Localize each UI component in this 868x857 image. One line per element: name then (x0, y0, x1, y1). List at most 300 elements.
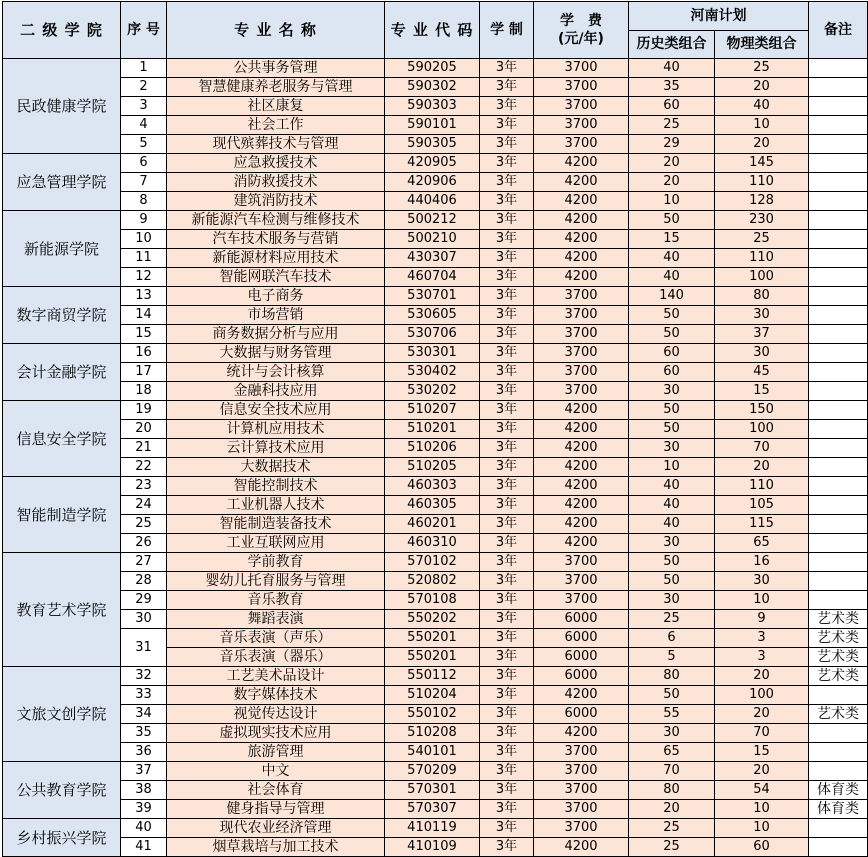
tuition-fee: 4200 (534, 211, 629, 230)
history-quota: 50 (629, 401, 715, 420)
tuition-fee: 3700 (534, 287, 629, 306)
table-row (3, 420, 868, 439)
physics-quota: 105 (715, 496, 809, 515)
tuition-fee: 3700 (534, 762, 629, 781)
row-seq: 27 (121, 553, 167, 572)
tuition-fee: 6000 (534, 629, 629, 648)
history-quota: 50 (629, 420, 715, 439)
row-seq: 17 (121, 363, 167, 382)
major-code: 530701 (385, 287, 480, 306)
tuition-fee: 4200 (534, 534, 629, 553)
major-name: 建筑消防技术 (167, 192, 385, 211)
table-row (3, 363, 868, 382)
tuition-fee: 6000 (534, 610, 629, 629)
note (809, 116, 868, 135)
major-code: 410109 (385, 838, 480, 857)
major-name: 中文 (167, 762, 385, 781)
row-seq: 22 (121, 458, 167, 477)
note (809, 154, 868, 173)
header-note: 备注 (809, 2, 868, 59)
row-seq: 23 (121, 477, 167, 496)
tuition-fee: 3700 (534, 800, 629, 819)
note (809, 211, 868, 230)
physics-quota: 60 (715, 838, 809, 857)
college-name: 会计金融学院 (3, 344, 121, 401)
tuition-fee: 4200 (534, 154, 629, 173)
row-seq: 13 (121, 287, 167, 306)
header-henan-plan: 河南计划 (629, 2, 809, 31)
note (809, 363, 868, 382)
history-quota: 25 (629, 838, 715, 857)
duration: 3年 (480, 363, 534, 382)
history-quota: 6 (629, 629, 715, 648)
table-row (3, 686, 868, 705)
table-row (3, 819, 868, 838)
note (809, 268, 868, 287)
physics-quota: 65 (715, 534, 809, 553)
table-row (3, 591, 868, 610)
tuition-fee: 6000 (534, 667, 629, 686)
physics-quota: 100 (715, 268, 809, 287)
physics-quota: 150 (715, 401, 809, 420)
major-code: 530301 (385, 344, 480, 363)
major-name: 社会工作 (167, 116, 385, 135)
tuition-fee: 3700 (534, 819, 629, 838)
duration: 3年 (480, 382, 534, 401)
tuition-fee: 3700 (534, 306, 629, 325)
table-row (3, 325, 868, 344)
table-row (3, 230, 868, 249)
table-row (3, 97, 868, 116)
duration: 3年 (480, 268, 534, 287)
major-code: 550112 (385, 667, 480, 686)
duration: 3年 (480, 211, 534, 230)
major-name: 市场营销 (167, 306, 385, 325)
row-seq: 12 (121, 268, 167, 287)
header-physics-combo: 物理类组合 (715, 30, 809, 59)
major-name: 应急救援技术 (167, 154, 385, 173)
major-code: 570102 (385, 553, 480, 572)
major-name: 社区康复 (167, 97, 385, 116)
note (809, 192, 868, 211)
row-seq: 21 (121, 439, 167, 458)
history-quota: 30 (629, 591, 715, 610)
table-row (3, 800, 868, 819)
row-seq: 14 (121, 306, 167, 325)
note: 艺术类 (809, 629, 868, 648)
note: 体育类 (809, 800, 868, 819)
major-code: 500210 (385, 230, 480, 249)
physics-quota: 20 (715, 135, 809, 154)
table-row (3, 135, 868, 154)
note (809, 515, 868, 534)
major-code: 510206 (385, 439, 480, 458)
history-quota: 50 (629, 325, 715, 344)
college-name: 乡村振兴学院 (3, 819, 121, 857)
note: 艺术类 (809, 705, 868, 724)
duration: 3年 (480, 401, 534, 420)
history-quota: 10 (629, 458, 715, 477)
duration: 3年 (480, 667, 534, 686)
table-row (3, 496, 868, 515)
duration: 3年 (480, 59, 534, 78)
row-seq: 41 (121, 838, 167, 857)
physics-quota: 110 (715, 173, 809, 192)
major-name: 计算机应用技术 (167, 420, 385, 439)
major-name: 音乐表演（器乐） (167, 648, 385, 667)
history-quota: 65 (629, 743, 715, 762)
note (809, 287, 868, 306)
history-quota: 30 (629, 724, 715, 743)
history-quota: 140 (629, 287, 715, 306)
duration: 3年 (480, 135, 534, 154)
major-code: 460305 (385, 496, 480, 515)
table-row (3, 344, 868, 363)
major-code: 460310 (385, 534, 480, 553)
major-code: 590205 (385, 59, 480, 78)
note (809, 838, 868, 857)
major-code: 590101 (385, 116, 480, 135)
major-code: 420905 (385, 154, 480, 173)
header-major: 专 业 名 称 (167, 2, 385, 59)
duration: 3年 (480, 78, 534, 97)
major-code: 530402 (385, 363, 480, 382)
tuition-fee: 4200 (534, 724, 629, 743)
row-seq: 4 (121, 116, 167, 135)
table-row (3, 743, 868, 762)
college-name: 智能制造学院 (3, 477, 121, 553)
row-seq: 31 (121, 629, 167, 667)
college-name: 民政健康学院 (3, 59, 121, 154)
major-name: 婴幼儿托育服务与管理 (167, 572, 385, 591)
duration: 3年 (480, 116, 534, 135)
major-name: 现代农业经济管理 (167, 819, 385, 838)
note (809, 306, 868, 325)
tuition-fee: 4200 (534, 686, 629, 705)
header-fee-line1: 学 费 (560, 13, 602, 29)
table-row (3, 173, 868, 192)
history-quota: 40 (629, 477, 715, 496)
duration: 3年 (480, 838, 534, 857)
tuition-fee: 3700 (534, 78, 629, 97)
duration: 3年 (480, 610, 534, 629)
major-code: 550201 (385, 629, 480, 648)
table-row (3, 781, 868, 800)
note (809, 59, 868, 78)
major-code: 590305 (385, 135, 480, 154)
table-row (3, 154, 868, 173)
duration: 3年 (480, 173, 534, 192)
row-seq: 2 (121, 78, 167, 97)
history-quota: 40 (629, 249, 715, 268)
row-seq: 30 (121, 610, 167, 629)
tuition-fee: 4200 (534, 249, 629, 268)
table-row (3, 724, 868, 743)
tuition-fee: 6000 (534, 705, 629, 724)
table-row (3, 287, 868, 306)
major-code: 530706 (385, 325, 480, 344)
physics-quota: 128 (715, 192, 809, 211)
note (809, 686, 868, 705)
header-college: 二 级 学 院 (3, 2, 121, 59)
table-row (3, 610, 868, 629)
major-code: 540101 (385, 743, 480, 762)
major-code: 410119 (385, 819, 480, 838)
row-seq: 25 (121, 515, 167, 534)
history-quota: 60 (629, 97, 715, 116)
major-code: 420906 (385, 173, 480, 192)
major-name: 智能制造装备技术 (167, 515, 385, 534)
note (809, 249, 868, 268)
college-name: 教育艺术学院 (3, 553, 121, 667)
major-code: 570209 (385, 762, 480, 781)
history-quota: 50 (629, 211, 715, 230)
duration: 3年 (480, 477, 534, 496)
history-quota: 30 (629, 534, 715, 553)
physics-quota: 20 (715, 762, 809, 781)
table-row (3, 401, 868, 420)
tuition-fee: 4200 (534, 515, 629, 534)
major-code: 570307 (385, 800, 480, 819)
table-row (3, 705, 868, 724)
row-seq: 28 (121, 572, 167, 591)
history-quota: 60 (629, 344, 715, 363)
physics-quota: 10 (715, 116, 809, 135)
row-seq: 6 (121, 154, 167, 173)
physics-quota: 100 (715, 420, 809, 439)
physics-quota: 3 (715, 648, 809, 667)
table-row (3, 59, 868, 78)
duration: 3年 (480, 439, 534, 458)
tuition-fee: 4200 (534, 458, 629, 477)
row-seq: 32 (121, 667, 167, 686)
note (809, 534, 868, 553)
duration: 3年 (480, 762, 534, 781)
row-seq: 20 (121, 420, 167, 439)
note: 艺术类 (809, 667, 868, 686)
table-row (3, 116, 868, 135)
duration: 3年 (480, 800, 534, 819)
physics-quota: 30 (715, 572, 809, 591)
history-quota: 80 (629, 667, 715, 686)
row-seq: 3 (121, 97, 167, 116)
physics-quota: 9 (715, 610, 809, 629)
physics-quota: 40 (715, 97, 809, 116)
table-row (3, 306, 868, 325)
major-name: 智慧健康养老服务与管理 (167, 78, 385, 97)
tuition-fee: 3700 (534, 591, 629, 610)
major-name: 电子商务 (167, 287, 385, 306)
note (809, 439, 868, 458)
major-code: 510204 (385, 686, 480, 705)
tuition-fee: 6000 (534, 648, 629, 667)
history-quota: 40 (629, 59, 715, 78)
tuition-fee: 3700 (534, 344, 629, 363)
tuition-fee: 4200 (534, 420, 629, 439)
history-quota: 20 (629, 800, 715, 819)
row-seq: 16 (121, 344, 167, 363)
history-quota: 50 (629, 553, 715, 572)
major-code: 500212 (385, 211, 480, 230)
major-code: 430307 (385, 249, 480, 268)
major-name: 社会体育 (167, 781, 385, 800)
major-name: 视觉传达设计 (167, 705, 385, 724)
history-quota: 50 (629, 572, 715, 591)
row-seq: 36 (121, 743, 167, 762)
tuition-fee: 3700 (534, 553, 629, 572)
major-code: 460201 (385, 515, 480, 534)
duration: 3年 (480, 249, 534, 268)
history-quota: 25 (629, 116, 715, 135)
major-code: 570108 (385, 591, 480, 610)
note (809, 762, 868, 781)
history-quota: 25 (629, 610, 715, 629)
college-name: 新能源学院 (3, 211, 121, 287)
history-quota: 15 (629, 230, 715, 249)
row-seq: 8 (121, 192, 167, 211)
duration: 3年 (480, 325, 534, 344)
note: 艺术类 (809, 610, 868, 629)
note (809, 78, 868, 97)
table-row (3, 515, 868, 534)
row-seq: 15 (121, 325, 167, 344)
major-name: 金融科技应用 (167, 382, 385, 401)
row-seq: 7 (121, 173, 167, 192)
major-code: 510205 (385, 458, 480, 477)
physics-quota: 25 (715, 59, 809, 78)
physics-quota: 54 (715, 781, 809, 800)
major-name: 健身指导与管理 (167, 800, 385, 819)
major-name: 统计与会计核算 (167, 363, 385, 382)
major-name: 智能网联汽车技术 (167, 268, 385, 287)
duration: 3年 (480, 686, 534, 705)
major-name: 新能源材料应用技术 (167, 249, 385, 268)
row-seq: 40 (121, 819, 167, 838)
tuition-fee: 3700 (534, 135, 629, 154)
note (809, 572, 868, 591)
note (809, 496, 868, 515)
physics-quota: 20 (715, 705, 809, 724)
table-row (3, 762, 868, 781)
history-quota: 55 (629, 705, 715, 724)
row-seq: 18 (121, 382, 167, 401)
physics-quota: 115 (715, 515, 809, 534)
major-name: 信息安全技术应用 (167, 401, 385, 420)
tuition-fee: 3700 (534, 382, 629, 401)
major-name: 虚拟现实技术应用 (167, 724, 385, 743)
note (809, 458, 868, 477)
physics-quota: 37 (715, 325, 809, 344)
physics-quota: 230 (715, 211, 809, 230)
major-name: 音乐表演（声乐） (167, 629, 385, 648)
physics-quota: 10 (715, 800, 809, 819)
tuition-fee: 3700 (534, 572, 629, 591)
major-name: 大数据技术 (167, 458, 385, 477)
major-name: 公共事务管理 (167, 59, 385, 78)
major-code: 460303 (385, 477, 480, 496)
major-code: 590302 (385, 78, 480, 97)
header-fee-line2: (元/年) (558, 31, 604, 47)
duration: 3年 (480, 534, 534, 553)
tuition-fee: 4200 (534, 230, 629, 249)
history-quota: 5 (629, 648, 715, 667)
table-row (3, 249, 868, 268)
major-code: 440406 (385, 192, 480, 211)
note (809, 135, 868, 154)
duration: 3年 (480, 781, 534, 800)
duration: 3年 (480, 420, 534, 439)
header-history-combo: 历史类组合 (629, 30, 715, 59)
tuition-fee: 3700 (534, 363, 629, 382)
history-quota: 70 (629, 762, 715, 781)
physics-quota: 10 (715, 819, 809, 838)
history-quota: 35 (629, 78, 715, 97)
major-name: 学前教育 (167, 553, 385, 572)
enrollment-plan-table (2, 1, 868, 857)
major-code: 550202 (385, 610, 480, 629)
duration: 3年 (480, 705, 534, 724)
duration: 3年 (480, 287, 534, 306)
row-seq: 1 (121, 59, 167, 78)
header-seq: 序 号 (121, 2, 167, 59)
major-code: 460704 (385, 268, 480, 287)
physics-quota: 110 (715, 249, 809, 268)
history-quota: 50 (629, 306, 715, 325)
major-name: 消防救援技术 (167, 173, 385, 192)
header-code: 专 业 代 码 (385, 2, 480, 59)
row-seq: 29 (121, 591, 167, 610)
physics-quota: 25 (715, 230, 809, 249)
tuition-fee: 3700 (534, 59, 629, 78)
major-name: 旅游管理 (167, 743, 385, 762)
major-name: 工业互联网应用 (167, 534, 385, 553)
physics-quota: 16 (715, 553, 809, 572)
table-row (3, 572, 868, 591)
row-seq: 38 (121, 781, 167, 800)
tuition-fee: 3700 (534, 781, 629, 800)
tuition-fee: 4200 (534, 838, 629, 857)
row-seq: 19 (121, 401, 167, 420)
duration: 3年 (480, 515, 534, 534)
duration: 3年 (480, 648, 534, 667)
major-code: 510207 (385, 401, 480, 420)
duration: 3年 (480, 154, 534, 173)
note (809, 477, 868, 496)
table-row (3, 838, 868, 857)
major-name: 工艺美术品设计 (167, 667, 385, 686)
major-code: 510208 (385, 724, 480, 743)
history-quota: 10 (629, 192, 715, 211)
note (809, 97, 868, 116)
tuition-fee: 3700 (534, 97, 629, 116)
duration: 3年 (480, 97, 534, 116)
note (809, 819, 868, 838)
history-quota: 50 (629, 686, 715, 705)
physics-quota: 30 (715, 306, 809, 325)
tuition-fee: 3700 (534, 116, 629, 135)
plan-table-body (3, 59, 868, 857)
major-code: 530202 (385, 382, 480, 401)
duration: 3年 (480, 572, 534, 591)
college-name: 应急管理学院 (3, 154, 121, 211)
physics-quota: 20 (715, 78, 809, 97)
history-quota: 20 (629, 154, 715, 173)
history-quota: 60 (629, 363, 715, 382)
physics-quota: 15 (715, 382, 809, 401)
history-quota: 40 (629, 496, 715, 515)
table-row (3, 78, 868, 97)
history-quota: 40 (629, 515, 715, 534)
